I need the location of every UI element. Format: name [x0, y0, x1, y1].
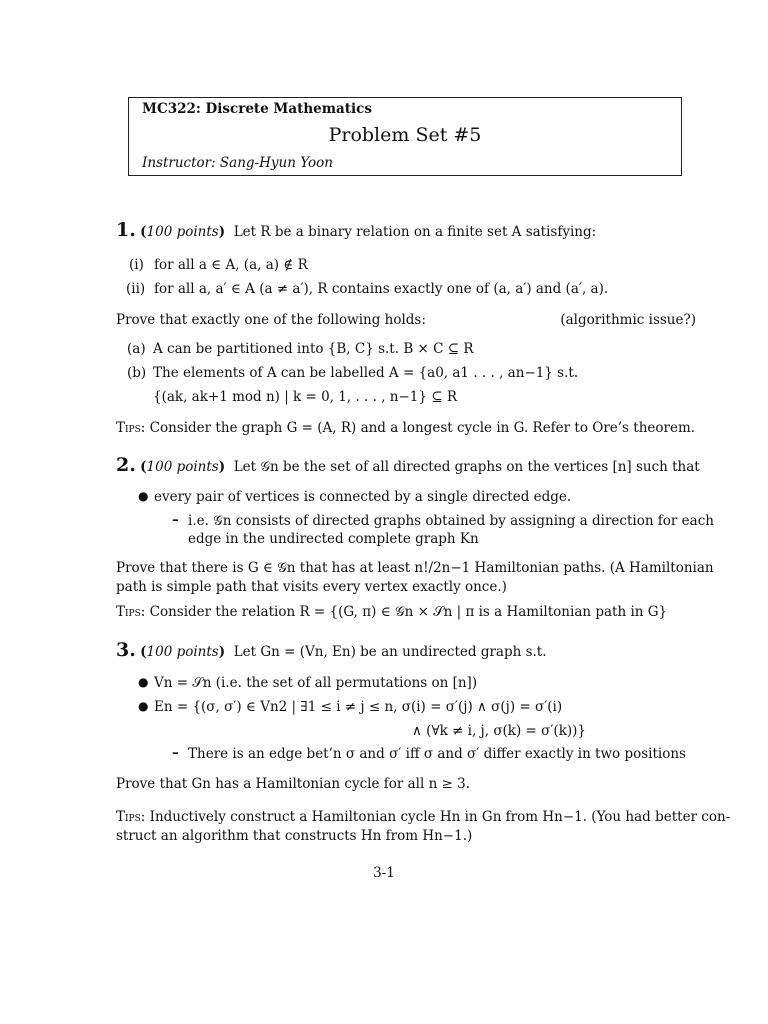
- problem-2-prove: Prove that there is G ∈ 𝒢n that has at least n!/2n−1 Hamiltonian paths. (A Hamiltonian: [116, 560, 714, 576]
- page-number: 3-1: [373, 865, 395, 881]
- problem-2-heading: 2. (100 points) Let 𝒢n be the set of all directed graphs on the vertices [n] such that: [116, 454, 700, 476]
- option-b: The elements of A can be labelled A = {a0, a1 . . . , an−1} s.t.: [153, 365, 579, 381]
- option-a-label: (a): [127, 341, 146, 357]
- instructor: Instructor: Sang-Hyun Yoon: [142, 155, 333, 171]
- tips-text: : Inductively construct a Hamiltonian cycle Hn in Gn from Hn−1. (You had better con-: [140, 809, 731, 825]
- tips-text: : Consider the graph G = (A, R) and a longest cycle in G. Refer to Ore’s theorem.: [140, 420, 696, 436]
- problem-number: 2.: [116, 454, 136, 476]
- sub-item: There is an edge bet’n σ and σ′ iff σ and σ′ differ exactly in two positions: [188, 746, 686, 762]
- sub-item: i.e. 𝒢n consists of directed graphs obtained by assigning a direction for each: [188, 513, 714, 529]
- course-title: MC322: Discrete Mathematics: [142, 101, 372, 117]
- bullet-icon: ●: [138, 489, 149, 503]
- tips-label: Tips: [116, 420, 141, 436]
- problem-intro: Let R be a binary relation on a finite set A satisfying:: [233, 224, 597, 240]
- tips-label: Tips: [116, 604, 141, 620]
- problem-1-tips: [116, 419, 695, 437]
- problem-1-heading: 1. (100 points) Let R be a binary relation on a finite set A satisfying:: [116, 219, 597, 241]
- problem-3-tips: [116, 808, 730, 826]
- problem-points: 100 points: [146, 644, 219, 660]
- problem-3-tips-cont: struct an algorithm that constructs Hn from Hn−1.): [116, 828, 473, 844]
- problem-2-tips: [116, 603, 667, 621]
- bullet-icon: ●: [138, 675, 149, 689]
- bullet-item: Vn = 𝒮n (i.e. the set of all permutations on [n]): [154, 675, 478, 691]
- condition-ii: for all a, a′ ∈ A (a ≠ a′), R contains exactly one of (a, a′) and (a′, a).: [154, 281, 609, 297]
- dash-icon: –: [172, 745, 179, 761]
- problem-points: 100 points: [146, 459, 219, 475]
- problem-intro: Let Gn = (Vn, En) be an undirected graph s.t.: [233, 644, 547, 660]
- dash-icon: –: [172, 512, 179, 528]
- problem-1-prove: Prove that exactly one of the following holds:: [116, 312, 426, 328]
- tips-text: : Consider the relation R = {(G, π) ∈ 𝒢n × 𝒮n | π is a Hamiltonian path in G}: [140, 604, 668, 620]
- problem-3-prove: Prove that Gn has a Hamiltonian cycle for all n ≥ 3.: [116, 776, 471, 792]
- condition-i-label: (i): [129, 257, 144, 273]
- bullet-item: every pair of vertices is connected by a single directed edge.: [154, 489, 572, 505]
- problem-points: 100 points: [146, 224, 219, 240]
- problem-number: 3.: [116, 639, 136, 661]
- option-b-label: (b): [127, 365, 147, 381]
- problem-set-title: Problem Set #5: [328, 124, 482, 146]
- header-box: [128, 97, 682, 176]
- condition-i: for all a ∈ A, (a, a) ∉ R: [154, 257, 308, 273]
- problem-2-prove-cont: path is simple path that visits every vertex exactly once.): [116, 579, 507, 595]
- problem-3-heading: 3. (100 points) Let Gn = (Vn, En) be an undirected graph s.t.: [116, 639, 547, 661]
- bullet-item: En = {(σ, σ′) ∈ Vn2 | ∃1 ≤ i ≠ j ≤ n, σ(i) = σ′(j) ∧ σ(j) = σ′(i): [154, 699, 563, 715]
- option-b-cont: {(ak, ak+1 mod n) | k = 0, 1, . . . , n−1} ⊆ R: [153, 389, 458, 405]
- bullet-icon: ●: [138, 699, 149, 713]
- sub-item-cont: edge in the undirected complete graph Kn: [188, 531, 479, 547]
- condition-ii-label: (ii): [126, 281, 146, 297]
- tips-label: Tips: [116, 809, 141, 825]
- problem-intro: Let 𝒢n be the set of all directed graphs on the vertices [n] such that: [233, 459, 700, 475]
- option-a: A can be partitioned into {B, C} s.t. B × C ⊆ R: [153, 341, 474, 357]
- problem-number: 1.: [116, 219, 136, 241]
- algorithmic-note: (algorithmic issue?): [560, 312, 696, 328]
- bullet-item-cont: ∧ (∀k ≠ i, j, σ(k) = σ′(k))}: [412, 723, 587, 739]
